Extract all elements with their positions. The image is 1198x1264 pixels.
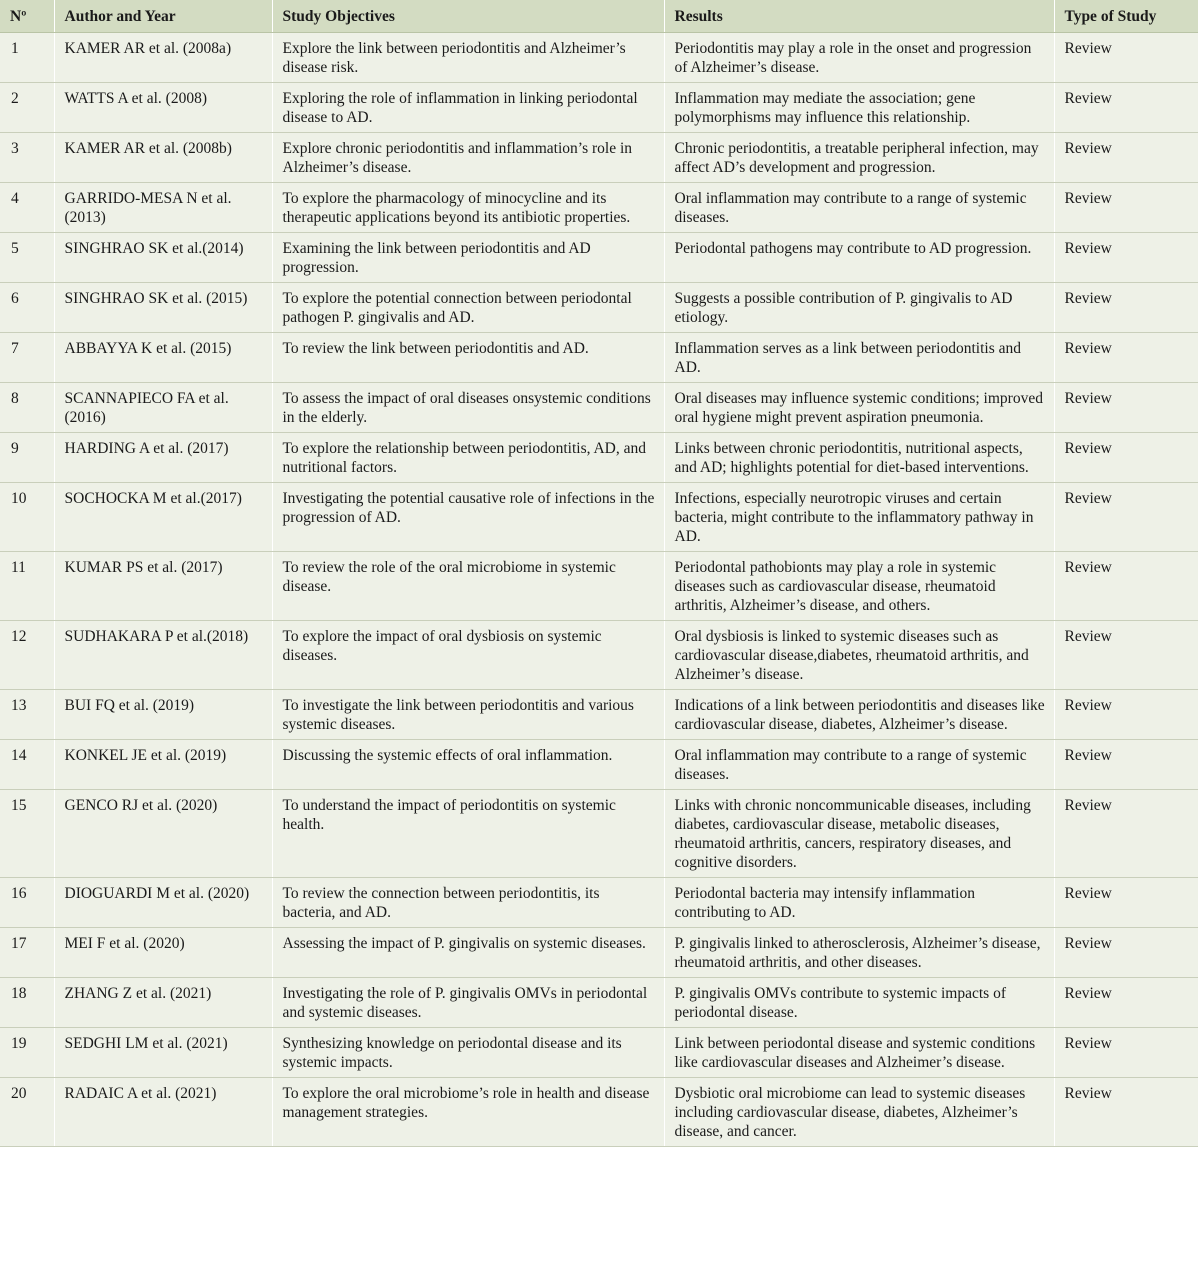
- table-row: [0, 182, 1198, 232]
- cell-author-year: WATTS A et al. (2008): [54, 82, 272, 132]
- cell-result: Periodontal pathobionts may play a role in systemic diseases such as cardiovascular disease, rheumatoid arthritis, Alzheimer’s disease, and others.: [664, 551, 1054, 620]
- table-row: [0, 977, 1198, 1027]
- cell-type-of-study: Review: [1054, 482, 1198, 551]
- cell-study-objective: To explore the pharmacology of minocycline and its therapeutic applications beyond its antibiotic properties.: [272, 182, 664, 232]
- cell-number: 15: [0, 789, 54, 877]
- cell-author-year: BUI FQ et al. (2019): [54, 689, 272, 739]
- cell-author-year: SINGHRAO SK et al.(2014): [54, 232, 272, 282]
- cell-number: 5: [0, 232, 54, 282]
- cell-author-year: MEI F et al. (2020): [54, 927, 272, 977]
- cell-type-of-study: Review: [1054, 1027, 1198, 1077]
- cell-study-objective: To assess the impact of oral diseases onsystemic conditions in the elderly.: [272, 382, 664, 432]
- header-number: Nº: [0, 0, 54, 32]
- cell-number: 17: [0, 927, 54, 977]
- header-type-of-study: Type of Study: [1054, 0, 1198, 32]
- cell-study-objective: Explore the link between periodontitis and Alzheimer’s disease risk.: [272, 32, 664, 82]
- cell-result: Oral inflammation may contribute to a range of systemic diseases.: [664, 739, 1054, 789]
- cell-result: Link between periodontal disease and systemic conditions like cardiovascular diseases and Alzheimer’s disease.: [664, 1027, 1054, 1077]
- table-row: [0, 482, 1198, 551]
- table-row: [0, 282, 1198, 332]
- cell-author-year: KUMAR PS et al. (2017): [54, 551, 272, 620]
- header-row: [0, 0, 1198, 32]
- cell-number: 10: [0, 482, 54, 551]
- cell-number: 19: [0, 1027, 54, 1077]
- cell-type-of-study: Review: [1054, 32, 1198, 82]
- cell-result: Oral diseases may influence systemic conditions; improved oral hygiene might prevent aspiration pneumonia.: [664, 382, 1054, 432]
- cell-study-objective: Assessing the impact of P. gingivalis on systemic diseases.: [272, 927, 664, 977]
- cell-study-objective: To review the connection between periodontitis, its bacteria, and AD.: [272, 877, 664, 927]
- cell-author-year: SOCHOCKA M et al.(2017): [54, 482, 272, 551]
- cell-author-year: GENCO RJ et al. (2020): [54, 789, 272, 877]
- table-row: [0, 332, 1198, 382]
- cell-type-of-study: Review: [1054, 689, 1198, 739]
- cell-result: Periodontitis may play a role in the onset and progression of Alzheimer’s disease.: [664, 32, 1054, 82]
- table-row: [0, 877, 1198, 927]
- cell-number: 11: [0, 551, 54, 620]
- cell-study-objective: To explore the relationship between periodontitis, AD, and nutritional factors.: [272, 432, 664, 482]
- table-row: [0, 689, 1198, 739]
- cell-result: Indications of a link between periodontitis and diseases like cardiovascular disease, diabetes, Alzheimer’s disease.: [664, 689, 1054, 739]
- cell-study-objective: Exploring the role of inflammation in linking periodontal disease to AD.: [272, 82, 664, 132]
- cell-result: P. gingivalis OMVs contribute to systemic impacts of periodontal disease.: [664, 977, 1054, 1027]
- cell-author-year: GARRIDO-MESA N et al.(2013): [54, 182, 272, 232]
- cell-author-year: KONKEL JE et al. (2019): [54, 739, 272, 789]
- cell-study-objective: Synthesizing knowledge on periodontal disease and its systemic impacts.: [272, 1027, 664, 1077]
- cell-type-of-study: Review: [1054, 1077, 1198, 1146]
- cell-author-year: KAMER AR et al. (2008a): [54, 32, 272, 82]
- cell-number: 18: [0, 977, 54, 1027]
- table-row: [0, 432, 1198, 482]
- cell-number: 2: [0, 82, 54, 132]
- cell-study-objective: To understand the impact of periodontitis on systemic health.: [272, 789, 664, 877]
- cell-number: 1: [0, 32, 54, 82]
- cell-number: 20: [0, 1077, 54, 1146]
- cell-study-objective: To explore the potential connection between periodontal pathogen P. gingivalis and AD.: [272, 282, 664, 332]
- cell-result: Links between chronic periodontitis, nutritional aspects, and AD; highlights potential for diet-based interventions.: [664, 432, 1054, 482]
- table-row: [0, 1027, 1198, 1077]
- table-row: [0, 620, 1198, 689]
- cell-study-objective: Discussing the systemic effects of oral inflammation.: [272, 739, 664, 789]
- cell-number: 3: [0, 132, 54, 182]
- cell-type-of-study: Review: [1054, 182, 1198, 232]
- cell-study-objective: Investigating the role of P. gingivalis OMVs in periodontal and systemic diseases.: [272, 977, 664, 1027]
- cell-study-objective: Explore chronic periodontitis and inflammation’s role in Alzheimer’s disease.: [272, 132, 664, 182]
- cell-study-objective: Investigating the potential causative role of infections in the progression of AD.: [272, 482, 664, 551]
- table-row: [0, 32, 1198, 82]
- cell-type-of-study: Review: [1054, 927, 1198, 977]
- header-author-year: Author and Year: [54, 0, 272, 32]
- cell-result: Inflammation may mediate the association; gene polymorphisms may influence this relationship.: [664, 82, 1054, 132]
- cell-type-of-study: Review: [1054, 432, 1198, 482]
- cell-author-year: SUDHAKARA P et al.(2018): [54, 620, 272, 689]
- cell-result: Periodontal bacteria may intensify inflammation contributing to AD.: [664, 877, 1054, 927]
- cell-study-objective: To review the link between periodontitis and AD.: [272, 332, 664, 382]
- cell-type-of-study: Review: [1054, 620, 1198, 689]
- cell-type-of-study: Review: [1054, 739, 1198, 789]
- cell-author-year: DIOGUARDI M et al. (2020): [54, 877, 272, 927]
- cell-author-year: SINGHRAO SK et al. (2015): [54, 282, 272, 332]
- cell-number: 6: [0, 282, 54, 332]
- table-row: [0, 551, 1198, 620]
- cell-result: Infections, especially neurotropic viruses and certain bacteria, might contribute to the inflammatory pathway in AD.: [664, 482, 1054, 551]
- cell-study-objective: Examining the link between periodontitis and AD progression.: [272, 232, 664, 282]
- cell-study-objective: To investigate the link between periodontitis and various systemic diseases.: [272, 689, 664, 739]
- cell-type-of-study: Review: [1054, 332, 1198, 382]
- cell-type-of-study: Review: [1054, 232, 1198, 282]
- table-row: [0, 1077, 1198, 1146]
- table-body: [0, 32, 1198, 1146]
- cell-type-of-study: Review: [1054, 789, 1198, 877]
- table-row: [0, 739, 1198, 789]
- table-row: [0, 232, 1198, 282]
- cell-result: Suggests a possible contribution of P. gingivalis to AD etiology.: [664, 282, 1054, 332]
- cell-result: Oral inflammation may contribute to a range of systemic diseases.: [664, 182, 1054, 232]
- cell-author-year: KAMER AR et al. (2008b): [54, 132, 272, 182]
- cell-number: 4: [0, 182, 54, 232]
- cell-number: 12: [0, 620, 54, 689]
- cell-type-of-study: Review: [1054, 282, 1198, 332]
- cell-author-year: ABBAYYA K et al. (2015): [54, 332, 272, 382]
- table-row: [0, 82, 1198, 132]
- header-results: Results: [664, 0, 1054, 32]
- table-row: [0, 927, 1198, 977]
- table-row: [0, 789, 1198, 877]
- cell-result: Inflammation serves as a link between periodontitis and AD.: [664, 332, 1054, 382]
- cell-type-of-study: Review: [1054, 977, 1198, 1027]
- cell-number: 8: [0, 382, 54, 432]
- cell-author-year: HARDING A et al. (2017): [54, 432, 272, 482]
- cell-result: Periodontal pathogens may contribute to AD progression.: [664, 232, 1054, 282]
- cell-author-year: SEDGHI LM et al. (2021): [54, 1027, 272, 1077]
- cell-number: 13: [0, 689, 54, 739]
- cell-study-objective: To explore the oral microbiome’s role in health and disease management strategies.: [272, 1077, 664, 1146]
- cell-result: Dysbiotic oral microbiome can lead to systemic diseases including cardiovascular disease, diabetes, Alzheimer’s disease, and cancer.: [664, 1077, 1054, 1146]
- cell-number: 16: [0, 877, 54, 927]
- table-header: [0, 0, 1198, 32]
- cell-type-of-study: Review: [1054, 877, 1198, 927]
- cell-study-objective: To review the role of the oral microbiome in systemic disease.: [272, 551, 664, 620]
- cell-author-year: SCANNAPIECO FA et al. (2016): [54, 382, 272, 432]
- cell-number: 14: [0, 739, 54, 789]
- cell-type-of-study: Review: [1054, 82, 1198, 132]
- header-study-objectives: Study Objectives: [272, 0, 664, 32]
- cell-number: 9: [0, 432, 54, 482]
- cell-result: P. gingivalis linked to atherosclerosis, Alzheimer’s disease, rheumatoid arthritis, and other diseases.: [664, 927, 1054, 977]
- cell-type-of-study: Review: [1054, 382, 1198, 432]
- cell-type-of-study: Review: [1054, 551, 1198, 620]
- cell-number: 7: [0, 332, 54, 382]
- cell-result: Chronic periodontitis, a treatable peripheral infection, may affect AD’s development and progression.: [664, 132, 1054, 182]
- table-row: [0, 382, 1198, 432]
- cell-type-of-study: Review: [1054, 132, 1198, 182]
- cell-result: Oral dysbiosis is linked to systemic diseases such as cardiovascular disease,diabetes, rheumatoid arthritis, and Alzheimer’s disease.: [664, 620, 1054, 689]
- cell-result: Links with chronic noncommunicable diseases, including diabetes, cardiovascular disease, metabolic diseases, rheumatoid arthritis, cancers, respiratory diseases, and cognitive disorders.: [664, 789, 1054, 877]
- cell-author-year: RADAIC A et al. (2021): [54, 1077, 272, 1146]
- cell-author-year: ZHANG Z et al. (2021): [54, 977, 272, 1027]
- cell-study-objective: To explore the impact of oral dysbiosis on systemic diseases.: [272, 620, 664, 689]
- table-row: [0, 132, 1198, 182]
